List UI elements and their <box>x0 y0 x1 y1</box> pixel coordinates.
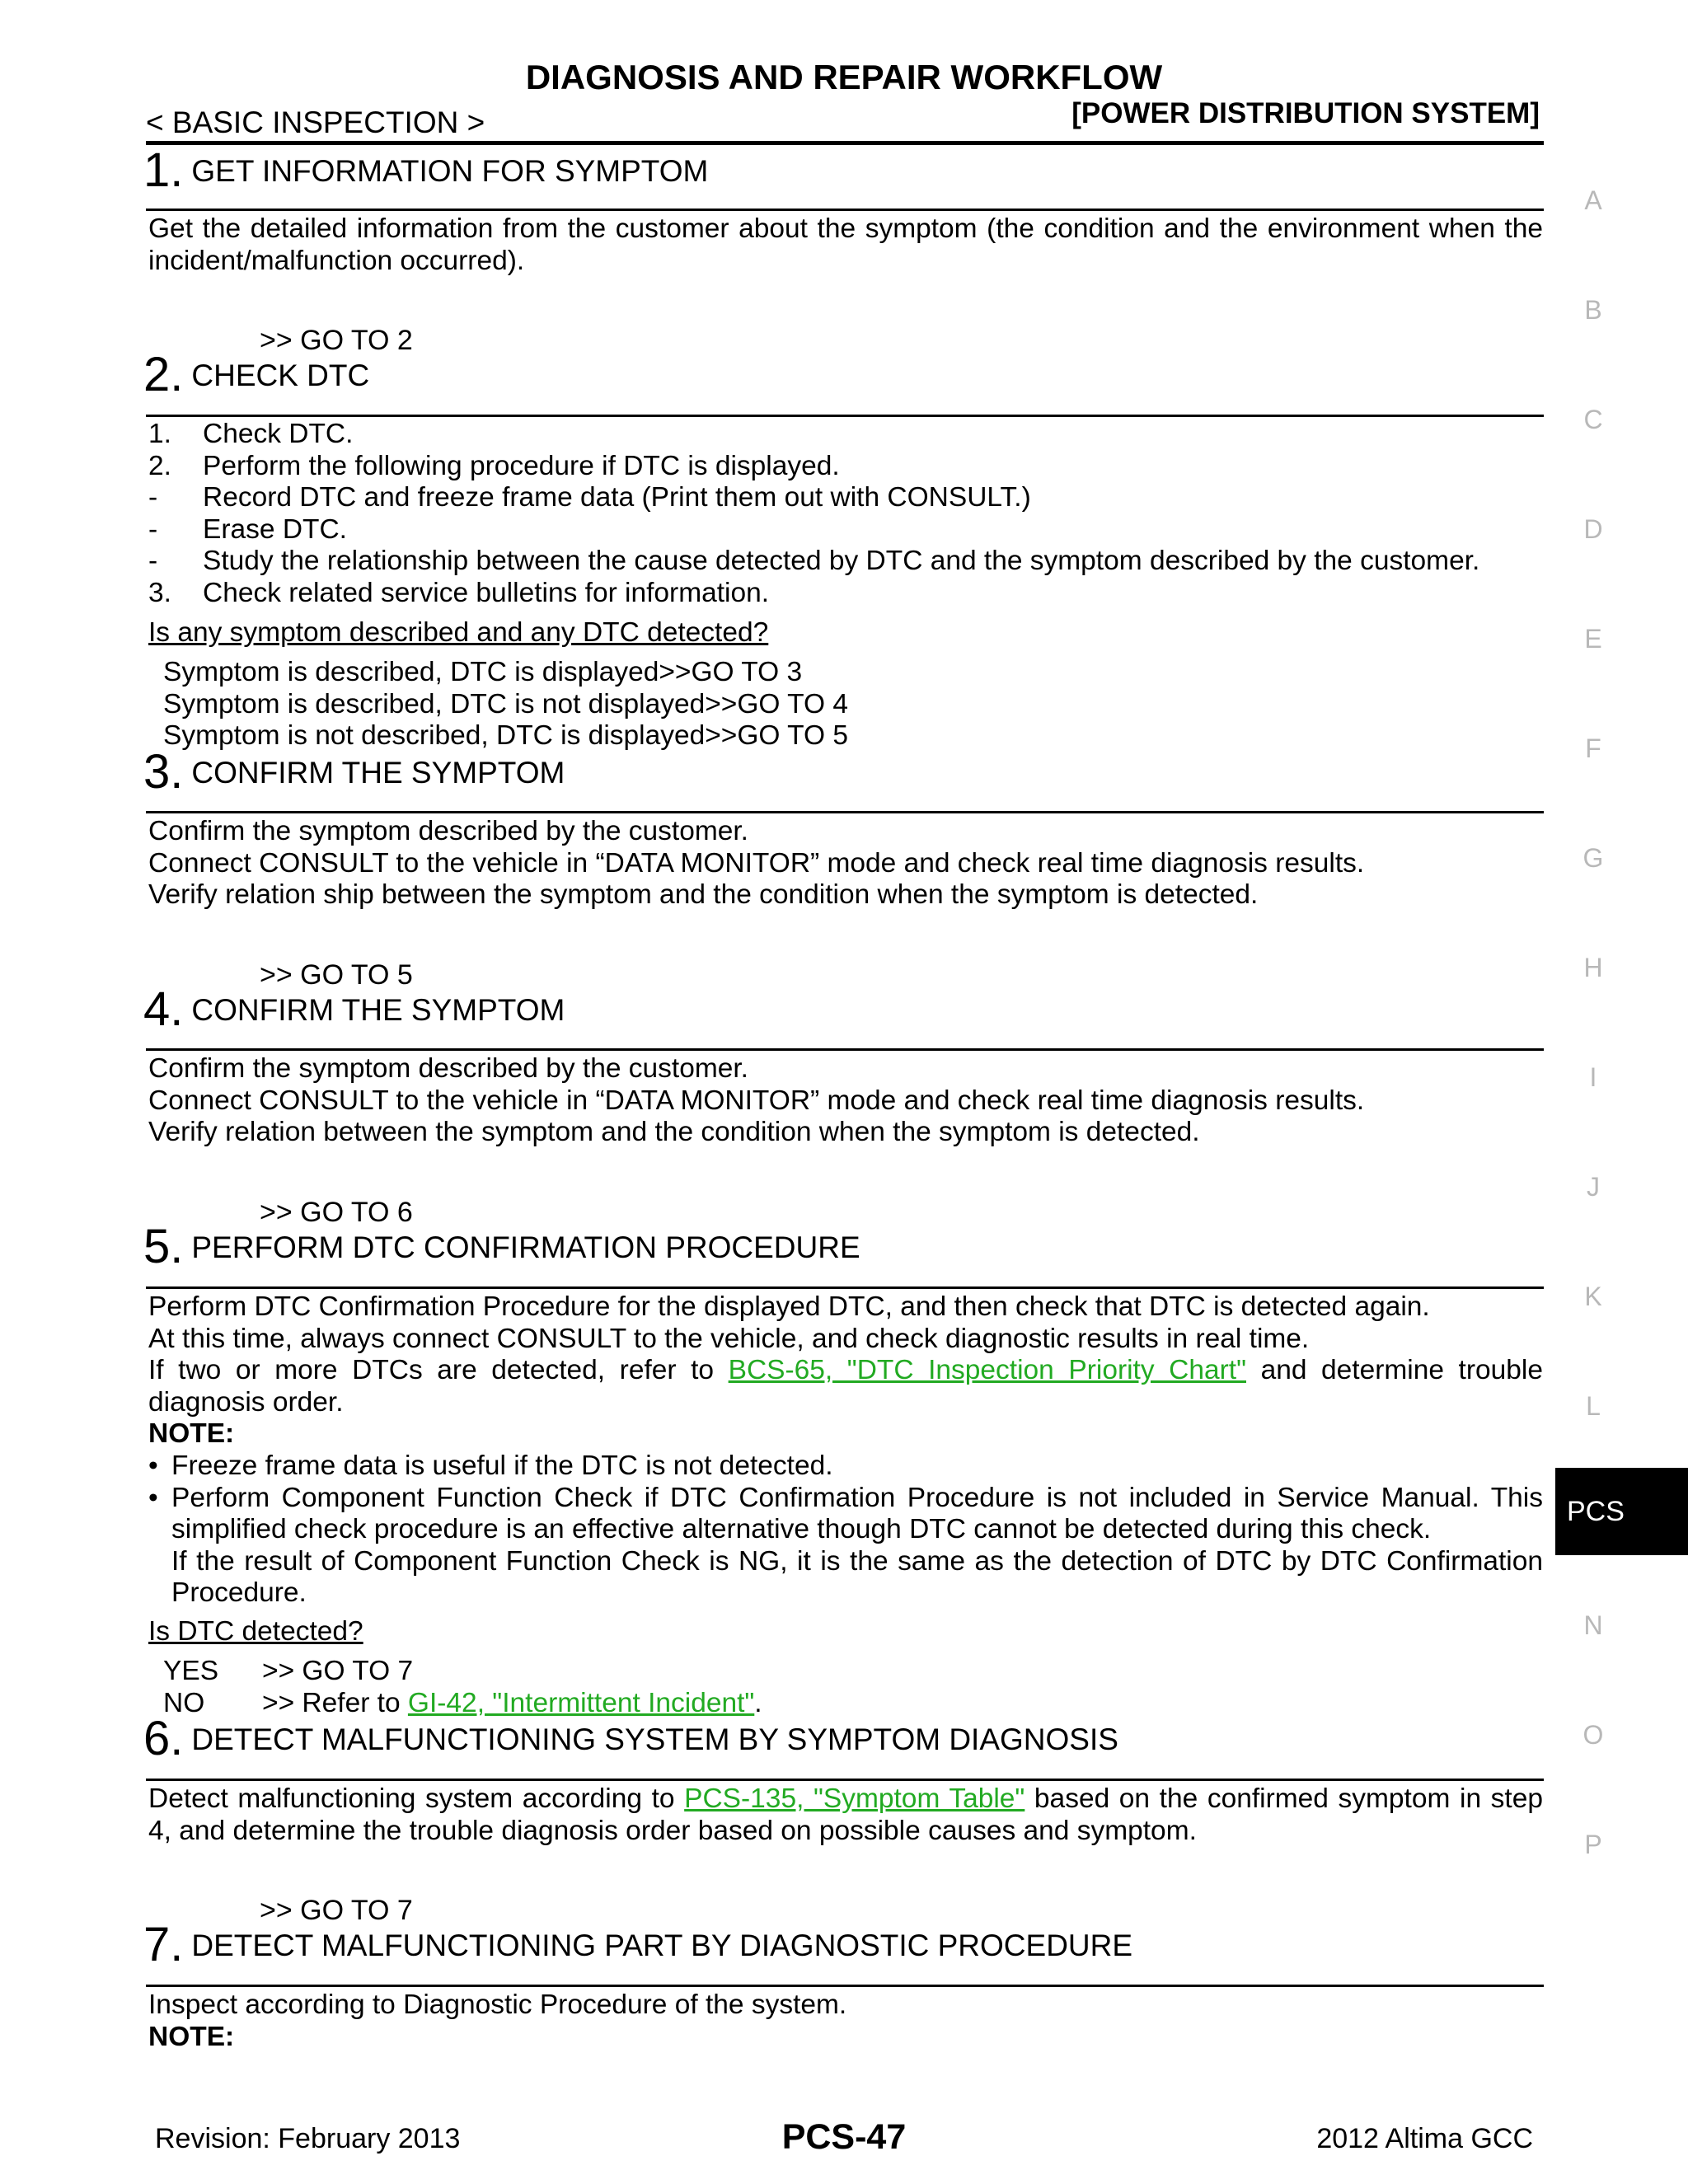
step-4-number: 4. <box>143 982 184 1036</box>
list-marker: - <box>148 546 158 577</box>
step-2-list <box>148 419 1543 610</box>
step-5-question: Is DTC detected? <box>148 1616 363 1647</box>
index-letter-f[interactable]: F <box>1585 733 1601 763</box>
body-line: Verify relation ship between the symptom and the condition when the symptom is detected. <box>148 879 1259 911</box>
step-6-rule <box>146 1779 1544 1781</box>
step-3-rule <box>146 811 1544 813</box>
page-title: DIAGNOSIS AND REPAIR WORKFLOW <box>525 58 1163 96</box>
body-line: Perform DTC Confirmation Procedure for the displayed DTC, and then check that DTC is detected again. <box>148 1291 1430 1322</box>
list-item <box>148 546 1543 578</box>
index-letter-l[interactable]: L <box>1586 1391 1601 1421</box>
body-line <box>148 1355 1543 1418</box>
body-text: Detect malfunctioning system according to <box>148 1783 685 1814</box>
body-text: . <box>754 1687 762 1718</box>
body-line: At this time, always connect CONSULT to the vehicle, and check diagnostic results in real time. <box>148 1323 1310 1354</box>
bullet-paragraph: Perform Component Function Check if DTC Confirmation Procedure is not included in Service Manual. This simplified check procedure is an effective alternative though DTC cannot be detected during this check. <box>171 1482 1543 1545</box>
step-2-heading <box>143 348 370 401</box>
list-item <box>148 451 1543 483</box>
note-bullet <box>148 1483 1543 1610</box>
step-5-body <box>148 1291 1543 1610</box>
index-letter-a[interactable]: A <box>1584 185 1602 215</box>
bullet-text: Freeze frame data is useful if the DTC is not detected. <box>171 1450 833 1481</box>
index-letter-h[interactable]: H <box>1583 953 1603 982</box>
body-line: Confirm the symptom described by the customer. <box>148 1053 748 1084</box>
step-1-heading <box>143 143 709 197</box>
step-4-heading <box>143 982 565 1036</box>
no-label: NO <box>163 1687 205 1718</box>
step-7-heading <box>143 1918 1133 1971</box>
index-tab-pcs[interactable]: PCS <box>1555 1468 1688 1555</box>
body-text: If two or more DTCs are detected, refer to <box>148 1355 729 1386</box>
step-3-number: 3. <box>143 745 184 799</box>
answer-no <box>163 1688 762 1720</box>
list-item <box>148 419 1543 451</box>
bullet-marker: • <box>148 1450 158 1481</box>
yes-action: >> GO TO 7 <box>262 1656 414 1686</box>
index-letter-d[interactable]: D <box>1583 514 1603 544</box>
step-7-title: DETECT MALFUNCTIONING PART BY DIAGNOSTIC PROCEDURE <box>191 1929 1133 1962</box>
step-5-answers <box>163 1656 762 1719</box>
list-item <box>148 578 1543 610</box>
note-bullet <box>148 1451 1543 1483</box>
bcs-65-link[interactable]: BCS-65, "DTC Inspection Priority Chart" <box>728 1355 1246 1386</box>
step-1-title: GET INFORMATION FOR SYMPTOM <box>191 154 709 188</box>
step-5-title: PERFORM DTC CONFIRMATION PROCEDURE <box>191 1230 860 1264</box>
body-text: and determine trouble diagnosis order. <box>148 1355 1543 1418</box>
list-item <box>148 514 1543 546</box>
list-text: Check related service bulletins for information. <box>203 577 770 608</box>
step-4-title: CONFIRM THE SYMPTOM <box>191 993 565 1027</box>
step-3-heading <box>143 745 565 799</box>
step-3-body <box>148 816 1543 912</box>
step-4-rule <box>146 1048 1544 1051</box>
answer-option: Symptom is not described, DTC is displayed>>GO TO 5 <box>163 720 849 752</box>
step-2-answers <box>163 657 848 752</box>
step-5-number: 5. <box>143 1220 184 1273</box>
list-text: Study the relationship between the cause detected by DTC and the symptom described by the customer. <box>203 546 1480 577</box>
footer-page-number: PCS-47 <box>781 2117 907 2157</box>
step-1-go: >> GO TO 2 <box>260 325 413 356</box>
body-line: Connect CONSULT to the vehicle in “DATA MONITOR” mode and check real time diagnosis results. <box>148 1085 1365 1116</box>
bullet-paragraph: If the result of Component Function Check is NG, it is the same as the detection of DTC by DTC Confirmation Procedure. <box>171 1545 1543 1609</box>
index-letter-i[interactable]: I <box>1589 1062 1597 1092</box>
list-text: Perform the following procedure if DTC is displayed. <box>203 450 840 481</box>
list-marker: 2. <box>148 450 171 481</box>
index-letter-c[interactable]: C <box>1583 405 1603 434</box>
step-1-number: 1. <box>143 143 184 197</box>
note-label: NOTE: <box>148 1418 235 1450</box>
body-text: >> Refer to <box>262 1687 408 1718</box>
step-6-body <box>148 1783 1543 1847</box>
index-letter-g[interactable]: G <box>1582 843 1604 873</box>
list-text: Erase DTC. <box>203 513 347 545</box>
step-2-number: 2. <box>143 348 184 401</box>
list-marker: - <box>148 482 158 513</box>
step-7-body <box>148 1990 1543 2053</box>
body-line: Connect CONSULT to the vehicle in “DATA MONITOR” mode and check real time diagnosis results. <box>148 847 1365 879</box>
body-line: Verify relation between the symptom and the condition when the symptom is detected. <box>148 1117 1200 1148</box>
step-5-heading <box>143 1220 860 1273</box>
step-4-go: >> GO TO 6 <box>260 1197 413 1228</box>
step-2-rule <box>146 415 1544 417</box>
list-text: Check DTC. <box>203 419 354 449</box>
step-6-number: 6. <box>143 1712 184 1765</box>
section-label: < BASIC INSPECTION > <box>146 105 485 139</box>
gi-42-link[interactable]: GI-42, "Intermittent Incident" <box>407 1687 755 1718</box>
list-marker: - <box>148 513 158 545</box>
pcs-135-link[interactable]: PCS-135, "Symptom Table" <box>684 1783 1025 1814</box>
step-7-number: 7. <box>143 1918 184 1971</box>
system-label: [POWER DISTRIBUTION SYSTEM] <box>1071 97 1540 129</box>
no-action <box>262 1688 762 1720</box>
footer-model: 2012 Altima GCC <box>1316 2123 1533 2154</box>
footer-revision: Revision: February 2013 <box>155 2123 461 2154</box>
step-5-rule <box>146 1286 1544 1289</box>
step-2-title: CHECK DTC <box>191 359 370 392</box>
header-rule <box>146 141 1544 145</box>
answer-option: Symptom is described, DTC is displayed>>GO TO 3 <box>163 657 803 687</box>
step-6-go: >> GO TO 7 <box>260 1895 413 1926</box>
index-letter-n[interactable]: N <box>1583 1610 1603 1640</box>
answer-option: Symptom is described, DTC is not displayed>>GO TO 4 <box>163 688 849 719</box>
step-6-heading <box>143 1712 1118 1765</box>
step-1-body: Get the detailed information from the customer about the symptom (the condition and the environment when the incident/malfunction occurred). <box>148 213 1543 276</box>
bullet-text <box>171 1483 1543 1610</box>
answer-yes <box>163 1656 762 1688</box>
list-text: Record DTC and freeze frame data (Print them out with CONSULT.) <box>203 482 1031 513</box>
index-letter-e[interactable]: E <box>1584 624 1602 654</box>
body-text: based on the confirmed symptom in step 4, and determine the trouble diagnosis order based on possible causes and symptom. <box>148 1783 1544 1846</box>
index-letter-j[interactable]: J <box>1587 1172 1600 1202</box>
step-1-rule <box>146 209 1544 211</box>
bullet-marker: • <box>148 1482 158 1513</box>
step-2-question: Is any symptom described and any DTC detected? <box>148 617 769 648</box>
step-4-body <box>148 1053 1543 1149</box>
body-line: Confirm the symptom described by the customer. <box>148 816 748 846</box>
step-3-go: >> GO TO 5 <box>260 959 413 991</box>
step-7-rule <box>146 1985 1544 1987</box>
yes-label: YES <box>163 1656 219 1686</box>
index-letter-o[interactable]: O <box>1582 1720 1604 1750</box>
list-marker: 1. <box>148 419 171 449</box>
index-letter-b[interactable]: B <box>1584 295 1602 325</box>
list-item <box>148 482 1543 514</box>
note-label: NOTE: <box>148 2021 235 2052</box>
step-3-title: CONFIRM THE SYMPTOM <box>191 756 565 790</box>
index-letter-k[interactable]: K <box>1584 1282 1602 1311</box>
body-line: Inspect according to Diagnostic Procedure of the system. <box>148 1990 847 2020</box>
list-marker: 3. <box>148 577 171 608</box>
index-letter-p[interactable]: P <box>1584 1830 1602 1859</box>
step-6-title: DETECT MALFUNCTIONING SYSTEM BY SYMPTOM DIAGNOSIS <box>191 1722 1118 1756</box>
